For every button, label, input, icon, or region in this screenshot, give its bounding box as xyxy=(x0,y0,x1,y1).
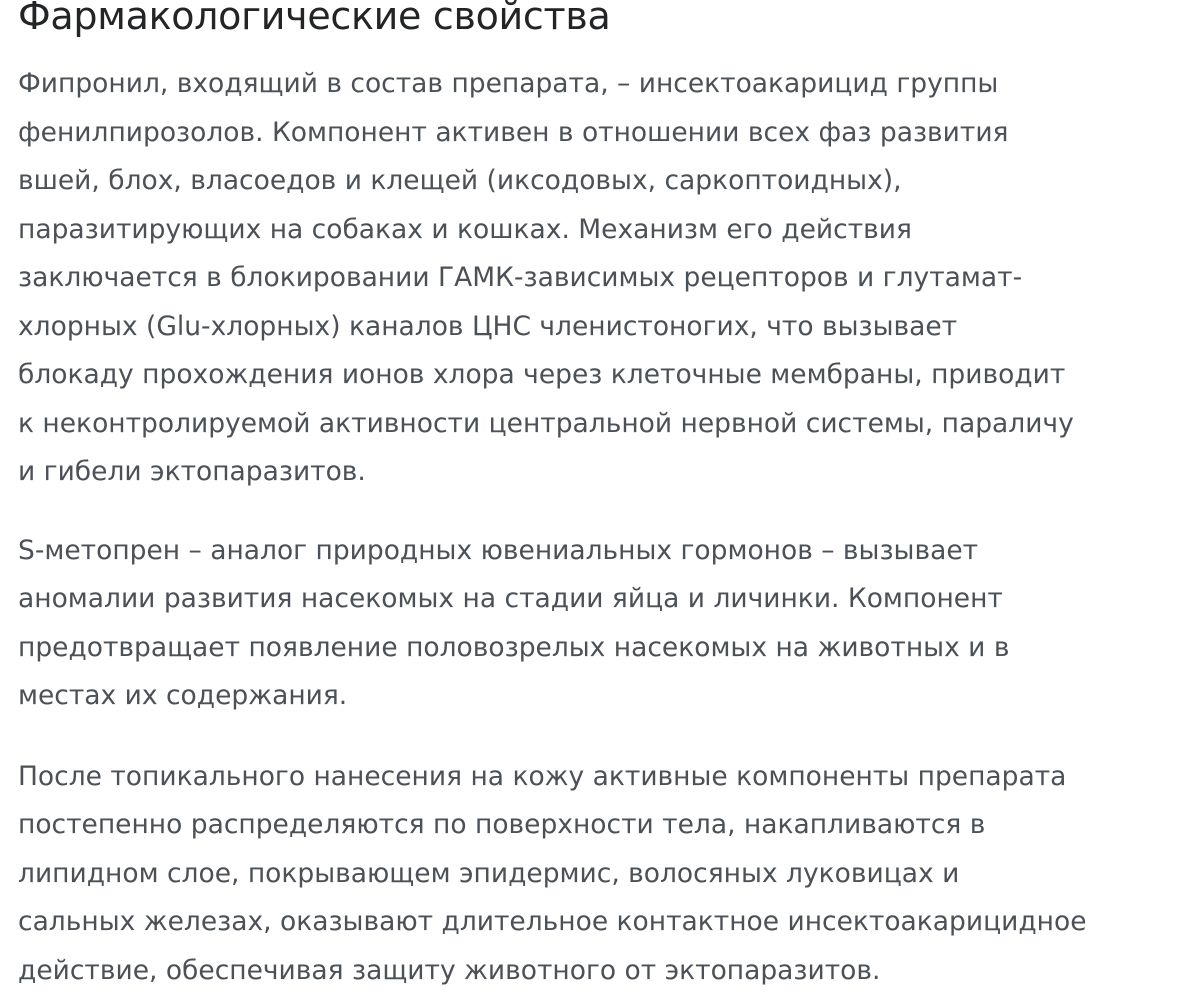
text-line: Фипронил, входящий в состав препарата, – инсектоакарицид группы xyxy=(18,68,999,99)
article xyxy=(18,0,1178,995)
page-title: Фармакологические свойства xyxy=(18,0,611,38)
paragraph-fipronil xyxy=(18,60,1178,497)
text-line: паразитирующих на собаках и кошках. Механизм его действия xyxy=(18,213,912,245)
text-line: заключается в блокировании ГАМК-зависимых рецепторов и глутамат- xyxy=(18,262,1023,293)
text-line: сальных железах, оказывают длительное контактное инсектоакарицидное xyxy=(18,906,1087,937)
text-line: блокаду прохождения ионов хлора через клеточные мембраны, приводит xyxy=(18,359,1066,390)
text-line: хлорных (Glu-хлорных) каналов ЦНС членистоногих, что вызывает xyxy=(18,310,958,342)
text-line: и гибели эктопаразитов. xyxy=(18,456,366,487)
text-line: к неконтролируемой активности центральной нервной системы, параличу xyxy=(18,407,1074,439)
paragraph-s-methoprene xyxy=(18,527,1178,721)
text-line: аномалии развития насекомых на стадии яйца и личинки. Компонент xyxy=(18,583,1003,614)
text-line: фенилпирозолов. Компонент активен в отношении всех фаз развития xyxy=(18,116,1009,148)
text-line: местах их содержания. xyxy=(18,680,348,711)
text-line: липидном слое, покрывающем эпидермис, волосяных луковицах и xyxy=(18,857,960,889)
text-line: действие, обеспечивая защиту животного от эктопаразитов. xyxy=(18,954,881,986)
text-line: S-метопрен – аналог природных ювениальных гормонов – вызывает xyxy=(18,534,979,566)
text-line: вшей, блох, власоедов и клещей (иксодовых, саркоптоидных), xyxy=(18,165,902,196)
text-line: постепенно распределяются по поверхности тела, накапливаются в xyxy=(18,809,986,840)
text-line: предотвращает появление половозрелых насекомых на животных и в xyxy=(18,631,1010,663)
text-line: После топикального нанесения на кожу активные компоненты препарата xyxy=(18,760,1067,792)
paragraph-application xyxy=(18,753,1178,996)
